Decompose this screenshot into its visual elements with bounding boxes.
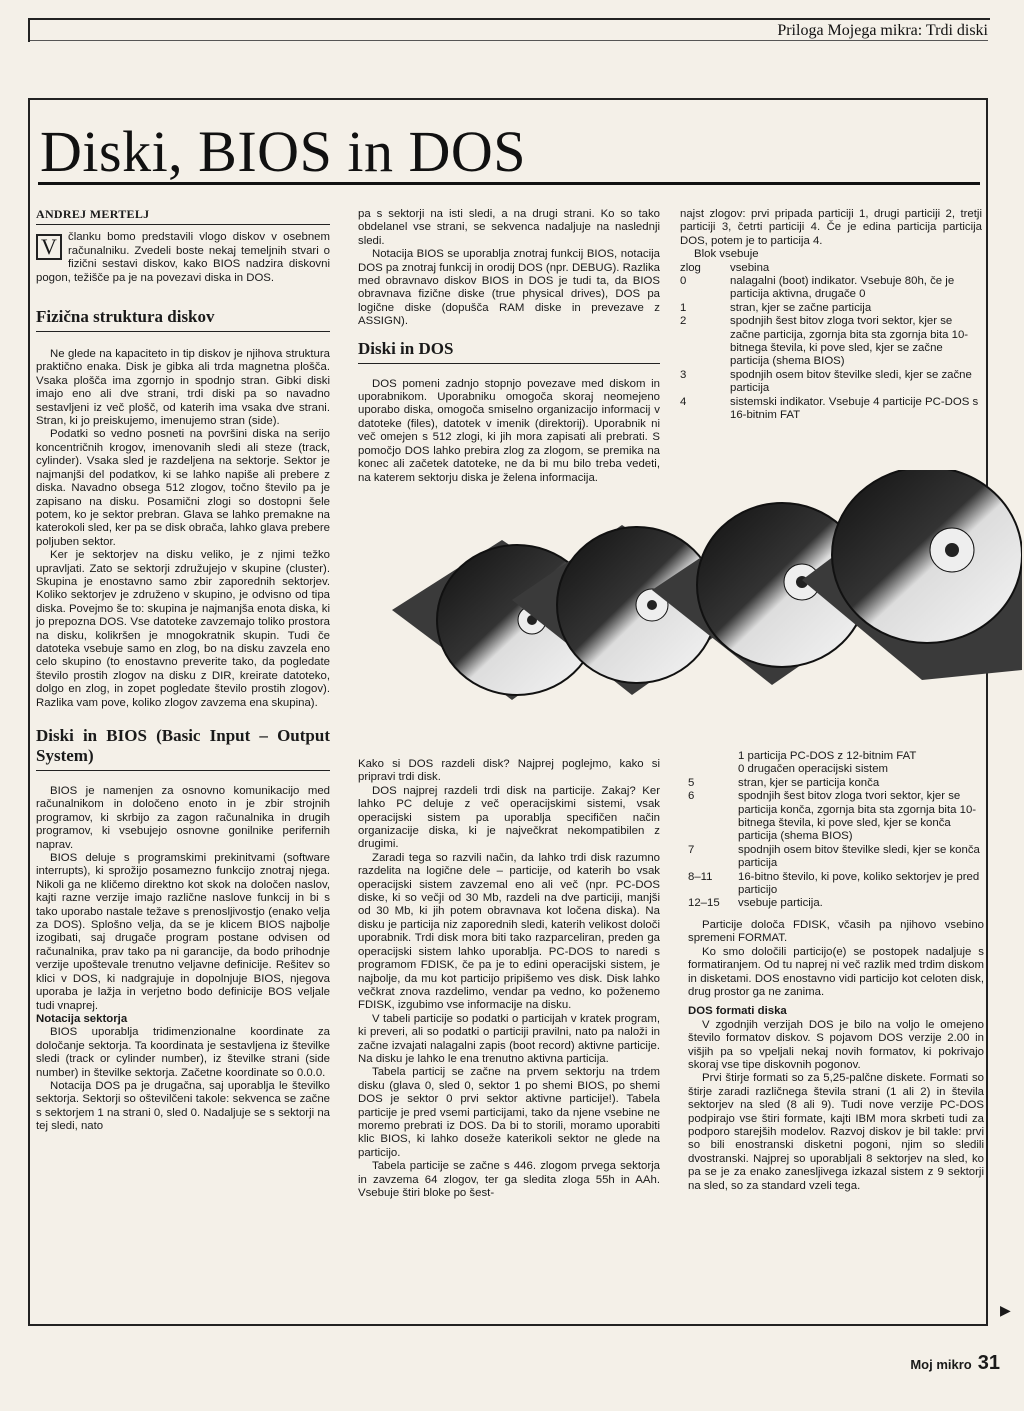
intro-text: članku bomo predstavili vlogo diskov v osebnem računalniku. Zvedeli boste nekaj temeljnih stvari o fizični sestavi diskov, kako BIOS nadzira diskovni pogon, težišče pa je na povezavi diska in DOS.: [36, 231, 330, 284]
drop-cap: V: [36, 234, 62, 260]
table-cell-content: spodnjih šest bitov zloga tvori sektor, kjer se začne particija, zgornja bita sta zgornja bita 10-bitnega števila, ki pove sled, kjer se začne particija (shema BIOS): [730, 315, 969, 368]
table-cell-byte: [688, 750, 738, 763]
section-heading-bios: Diski in BIOS (Basic Input – Output System): [36, 726, 330, 771]
table-cell-content: spodnjih osem bitov številke sledi, kjer se konča particija: [738, 843, 980, 870]
paragraph: DOS najprej razdeli trdi disk na particije. Zakaj? Ker lahko PC deluje z več operacijskimi sistemi, vsak operacijski sistem pa uporablja specifičen način organizacije diska, ki je največkrat nekompatibilen z drugimi.: [358, 784, 660, 851]
paragraph: Tabela particije se začne s 446. zlogom prvega sektorja in zavzema 64 zlogov, ter ga sledita zloga 55h in AAh. Vsebuje štiri bloke po šest-: [358, 1160, 660, 1199]
section-heading-physical-structure: Fizična struktura diskov: [36, 307, 330, 332]
paragraph: Podatki so vedno posneti na površini diska na serijo koncentričnih krogov, imenovanih sledi ali steze (track, cylinder). Vsaka sled je razdeljena na sektorje. Sektor je najmanjši del podatkov, ki se lahko napiše ali prebere z diska. Navadno obsega 512 zlogov, točno število pa je zapisano na disku. Posamični zlogi so dostopni šele potem, ko je sektor prebran. Glava se lahko premakne na katerokoli sled, ker pa se disk obrača, lahko glava prebere poljuben sektor.: [36, 428, 330, 548]
table-row: [680, 275, 982, 302]
table-cell-content: spodnjih osem bitov številke sledi, kjer se začne particija: [730, 368, 972, 395]
hard-disk-illustration: [382, 470, 1022, 760]
table-cell-byte: 3: [680, 368, 687, 381]
column-2-bottom: [358, 758, 660, 1200]
table-cell-content: nalagalni (boot) indikator. Vsebuje 80h, če je particija aktivna, drugače 0: [730, 275, 955, 301]
title-rule: [38, 182, 980, 185]
section-heading-dos: Diski in DOS: [358, 339, 660, 364]
continue-arrow-icon: ▶: [1000, 1302, 1011, 1318]
table-row: [688, 763, 984, 776]
table-row: [688, 750, 984, 763]
paragraph: BIOS je namenjen za osnovno komunikacijo med računalnikom in določeno enoto in je zbir strojnih programov, ki skrbijo za zagon računalnika in drugih programov, ki vsebujejo osnovne gonilnike perifernih naprav.: [36, 785, 330, 851]
table-row: [688, 844, 984, 871]
table-cell-byte: 4: [680, 395, 687, 408]
running-head: Priloga Mojega mikra: Trdi diski: [777, 22, 988, 39]
table-cell-byte: 0: [680, 275, 687, 288]
author-byline: ANDREJ MERTELJ: [36, 208, 330, 225]
running-head-rule: [30, 40, 988, 41]
subheading-dos-formats: DOS formati diska: [688, 1005, 787, 1018]
paragraph: Particije določa FDISK, včasih pa njihovo vsebino spremeni FORMAT.: [688, 918, 984, 945]
paragraph: Notacija BIOS se uporablja znotraj funkcij BIOS, notacija DOS pa znotraj funkcij in orodij DOS (npr. DEBUG). Razlika med obravnavo diskov BIOS in DOS je tudi ta, da BIOS obravnava fizične diske (true physical drives), DOS pa logične diske (dopušča RAM diske in prevezave z ASSIGN).: [358, 248, 660, 328]
table-cell-byte: [688, 763, 738, 776]
table-cell-content: 1 particija PC-DOS z 12-bitnim FAT: [738, 750, 917, 762]
paragraph: Tabela particij se začne na prvem sektorju na trdem disku (glava 0, sled 0, sektor 1 po shemi BIOS, po shemi DOS je sektor 0 prvi sektor aktivne particije!). Tabela particije je pred vsemi particijami, tako da njene vsebine ne moremo prebrati iz DOS. Da bi to storili, moramo uporabiti klic BIOS, ki lahko doseže katerikoli sektor ne glede na particijo.: [358, 1066, 660, 1159]
table-cell-content: stran, kjer se particija konča: [738, 776, 880, 789]
table-header-content: vsebina: [730, 261, 770, 274]
column-2-top: [358, 208, 660, 485]
table-cell-byte: 7: [688, 843, 695, 856]
paragraph: Ker je sektorjev na disku veliko, je z njimi težko upravljati. Zato se sektorji združujejo v skupine (cluster). Skupina je enostavno samo zbir zaporednih sektorjev. Koliko sektorjev je združeno v skupino, je odvisno od tipa diska. Povejmo še to: skupina je najmanjša enota diska, ki jo prepozna DOS. Vse datoteke zavzemajo toliko prostora na disku, kolikršen je mnogokratnik skupin. Tudi če datoteka vsebuje samo en zlog, bo na disku zavzela eno celo skupino (to enostavno preverite tako, da pogledate število prostih zlogov na disku z DIR, kreirate datoteko, dolgo en zlog, in zopet pogledate število prostih zlogov). Razlika vam pove, koliko zlogov zavzema ena skupina).: [36, 549, 330, 709]
table-cell-content: stran, kjer se začne particija: [730, 301, 872, 314]
table-cell-byte: 12–15: [688, 897, 720, 910]
table-header-row: [680, 262, 982, 275]
paragraph: Ne glede na kapaciteto in tip diskov je njihova struktura praktično enaka. Disk je gibka ali trda magnetna plošča. Vsaka plošča ima zgornjo in spodnjo stran. Gibki diski imajo eno ali dve strani, trdi diski pa so navadno sestavljeni iz več plošč, od katerih ima vsaka dve strani. Stran, ki jo preiskujemo, imenujemo stran (side).: [36, 348, 330, 428]
table-cell-content: spodnjih šest bitov zloga tvori sektor, kjer se particija konča, zgornja bita sta zgornja bita 10-bitnega števila, ki pove sled, kjer se konča particija (shema BIOS): [738, 790, 977, 843]
table-cell-byte: 5: [688, 776, 695, 789]
paragraph: DOS pomeni zadnjo stopnjo povezave med diskom in uporabnikom. Uporabniku omogoča skoraj neomejeno uporabo diska, omogoča smiselno organizacijo informacij v datoteke (files), datotek v imenik (direktorij). Uporabnik ni več omejen s 512 zlogi, ki jih mora zapisati ali prebrati. S pomočjo DOS lahko prebira zlog za zlogom, se premika na konec ali začetek datoteke, ne da bi mu bilo treba vedeti, na katerem sektorju diska je želena informacija.: [358, 377, 660, 484]
column-3-top: [680, 208, 982, 423]
table-row: [680, 302, 982, 315]
article-title: Diski, BIOS in DOS: [40, 119, 526, 184]
column-1: [36, 208, 330, 1134]
table-cell-content: 16-bitno število, ki pove, koliko sektorjev je pred particijo: [738, 870, 980, 897]
paragraph: V tabeli particije so podatki o particijah v kratek program, ki preveri, ali so podatki o particiji pravilni, nato pa naloži in začne izvajati nalagalni zapis (boot record) aktivne particije. Na disku je lahko le ena trenutno aktivna particija.: [358, 1012, 660, 1065]
column-3-bottom: [688, 750, 984, 1193]
table-header-byte: zlog: [680, 261, 701, 274]
paragraph: Ko smo določili particijo(e) se postopek nadaljuje s formatiranjem. Od tu naprej ni več razlik med trdim diskom in disketami. DOS enostavno vidi particijo kot celoten disk, drug prostor ga ne zanima.: [688, 945, 984, 998]
intro-paragraph: [36, 231, 330, 285]
page-number: 31: [977, 1352, 1000, 1374]
paragraph: V zgodnjih verzijah DOS je bilo na voljo le omejeno število formatov diskov. S pojavom DOS verzije 2.00 in višjih pa so vpeljali nekaj novih formatov, ki pokrivajo skoraj vse tipe diskovnih pogonov.: [688, 1018, 984, 1071]
table-row: [688, 777, 984, 790]
paragraph: Prvi štirje formati so za 5,25-palčne diskete. Formati so štirje zaradi različnega števila strani (1 ali 2) in števila sektorjev na sled (8 ali 9). Tudi nove verzije PC-DOS podpirajo vse štiri formate, kajti IBM mora skrbeti tudi za podporo starejših modelov. Razvoj diskov je bil takle: prvi so bili enostranski disketni pogoni, njim so sledili dvostranski. Najprej so uporabljali 8 sektorjev na sled, ko pa se je za enako zanesljivega izkazal sistem z 9 sektorji na sled, so za standard vzeli tega.: [688, 1072, 984, 1192]
table-cell-byte: 1: [680, 301, 687, 314]
subheading-sector-notation: Notacija sektorja: [36, 1012, 128, 1025]
table-row: [680, 369, 982, 396]
table-cell-byte: 6: [688, 790, 695, 803]
table-row: [688, 871, 984, 898]
table-row: [688, 790, 984, 844]
paragraph: najst zlogov: prvi pripada particiji 1, drugi particiji 2, tretji particiji 3, četrti particiji 4. Če je edina particija particija DOS, potem je to particija 4.: [680, 208, 982, 247]
paragraph: Zaradi tega so razvili način, da lahko trdi disk razumno razdelita na logične dele – particije, od katerih bo vsak operacijski sistem zavzemal eno ali več (npr. PC-DOS diske, ki so večji od 30 Mb, razdeli na dve particiji, manjši od 30 Mb, ki jih potem obravnava kot ločena diska). Na disku je particija niz zaporednih sledi, katerih velikost določi uporabnik. Trdi disk mora biti tako razparceliran, preden ga operacijski sistem lahko uporablja. PC-DOS to naredi s programom FDISK, če pa je to edini operacijski sistem, je najbolje, da mu kot particijo pripišemo ves disk. Disk lahko večkrat znova razdelimo, vendar pa vedno, ko poženemo FDISK, izgubimo vse informacije na disku.: [358, 851, 660, 1012]
block-label: Blok vsebuje: [694, 248, 759, 261]
paragraph: Kako si DOS razdeli disk? Najprej poglejmo, kako si pripravi trdi disk.: [358, 758, 660, 784]
paragraph: pa s sektorji na isti sledi, a na drugi strani. Ko so tako obdelanel vse strani, se sekvenca nadaljuje na naslednji sledi.: [358, 208, 660, 247]
magazine-name: Moj mikro: [910, 1357, 972, 1372]
page-footer: [910, 1352, 1000, 1375]
paragraph: Notacija DOS pa je drugačna, saj uporablja le številko sektorja. Sektorji so oštevilčeni takole: sekvenca se začne s sektorjem 1 na strani 0, sled 0. Nadaljuje se s sektorji na tej sledi, nato: [36, 1079, 330, 1133]
table-cell-content: vsebuje particija.: [738, 897, 823, 910]
table-cell-byte: 2: [680, 315, 687, 328]
partition-block-table: [680, 262, 982, 423]
paragraph: BIOS uporablja tridimenzionalne koordinate za določanje sektorja. Ta koordinata je sestavljena iz številke sledi (track or cylinder number), iz številke strani (side number) in številke sektorja. Začetne koordinate so 0.0.0.: [36, 1026, 330, 1079]
table-cell-content: 0 drugačen operacijski sistem: [738, 763, 889, 776]
paragraph: BIOS deluje s programskimi prekinitvami (software interrupts), ki sprožijo posamezno funkcijo znotraj njega. Nikoli ga ne kličemo direktno kot skok na določen naslov, kajti razne verzije imajo različne naslove funkcij in bi s tako uporabo nastale težave s prenosljivostjo (enako velja za DOS). Splošno velja, da se je klicem BIOS najbolje izogibati, saj drugače program postane odvisen od računalnika, prav tako pa ni garancije, da bodo prihodnje verzije upoštevale trenutno veljavne definicije. Rešitev so klici v DOS, ki nadgrajuje in dopolnjuje BIOS, njegova uporaba je lažja in verjetno bodo definicije BOS veljale tudi vnaprej.: [36, 852, 330, 1012]
partition-block-table-continued: [688, 750, 984, 911]
table-row: [680, 396, 982, 423]
table-cell-content: sistemski indikator. Vsebuje 4 particije PC-DOS s 16-bitnim FAT: [730, 395, 979, 422]
table-row: [688, 897, 984, 910]
table-row: [680, 315, 982, 369]
table-cell-byte: 8–11: [688, 870, 713, 883]
